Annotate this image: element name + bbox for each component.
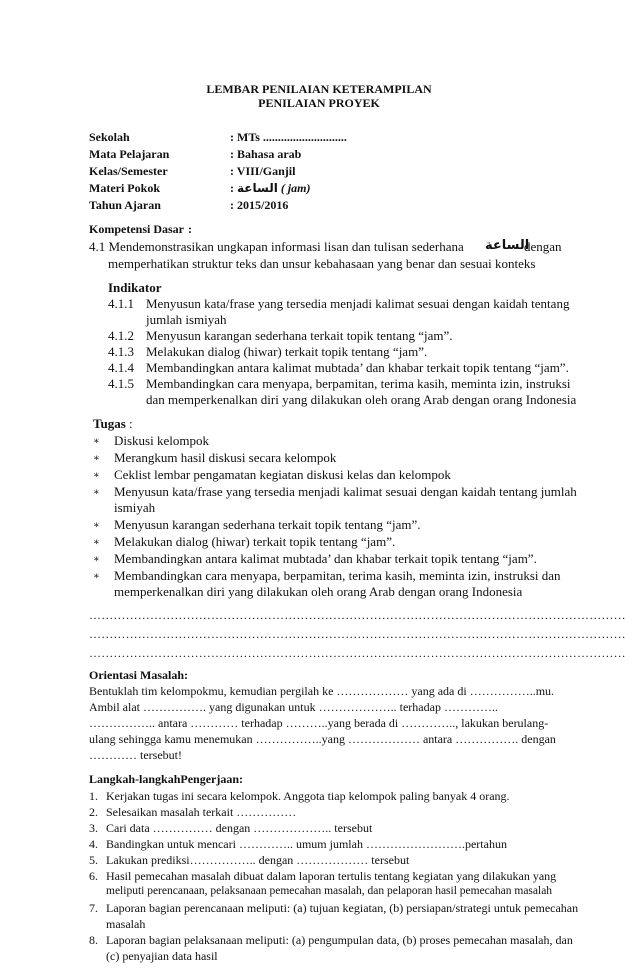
indikator-text: Melakukan dialog (hiwar) terkait topik tentang “jam”. [146, 344, 428, 359]
kd-line-1: 4.1 Mendemonstrasikan ungkapan informasi lisan dan tulisan sederhana [89, 239, 464, 254]
orientasi-line: Bentuklah tim kelompokmu, kemudian pergilah ke ……………… yang ada di ……………..mu. [89, 684, 555, 698]
langkah-number: 2. [89, 805, 98, 819]
langkah-number: 4. [89, 837, 98, 851]
langkah-number: 5. [89, 853, 98, 867]
tugas-heading [93, 416, 133, 432]
langkah-text: Laporan bagian pelaksanaan meliputi: (a) pengumpulan data, (b) proses pemecahan masalah, dan [106, 933, 573, 947]
langkah-text: Hasil pemecahan masalah dibuat dalam laporan tertulis tentang kegiatan yang dilakukan yang [106, 869, 557, 883]
kd-line-1-end: dengan [524, 239, 562, 254]
langkah-text: Laporan bagian perencanaan meliputi: (a) tujuan kegiatan, (b) persiapan/strategi untuk pemecahan [106, 901, 579, 915]
tugas-item-cont: memperkenalkan diri yang dilakukan oleh orang Arab dengan orang Indonesia [114, 584, 523, 599]
identity-value-topic [230, 181, 310, 196]
indikator-text: Membandingkan antara kalimat mubtada’ dan khabar terkait topik tentang “jam”. [146, 360, 569, 375]
langkah-heading: Langkah-langkahPengerjaan: [89, 772, 244, 786]
identity-label-topic: Materi Pokok [89, 181, 160, 195]
answer-line: …………………………………………………………………………………………………………………… [89, 646, 626, 660]
indikator-heading: Indikator [108, 280, 162, 295]
identity-value-year: : 2015/2016 [230, 198, 289, 212]
tugas-item: Melakukan dialog (hiwar) terkait topik tentang “jam”. [114, 534, 396, 549]
identity-label-class: Kelas/Semester [89, 164, 168, 178]
identity-topic-prefix: : [230, 181, 237, 195]
langkah-text: Kerjakan tugas ini secara kelompok. Anggota tiap kelompok paling banyak 4 orang. [106, 789, 510, 803]
langkah-number: 3. [89, 821, 98, 835]
tugas-item-cont: ismiyah [114, 500, 156, 515]
document-subtitle: PENILAIAN PROYEK [258, 96, 380, 110]
kd-line-2: memperhatikan struktur teks dan unsur kebahasaan yang benar dan sesuai konteks [108, 256, 536, 271]
bullet-icon: ∗ [93, 537, 100, 548]
bullet-icon: ∗ [93, 470, 100, 481]
answer-line: …………………………………………………………………………………………………………………… [89, 627, 626, 641]
langkah-number: 1. [89, 789, 98, 803]
identity-label-subject: Mata Pelajaran [89, 147, 170, 161]
langkah-text: Cari data …………… dengan ……………….. tersebut [106, 821, 373, 835]
tugas-item: Menyusun kata/frase yang tersedia menjadi kalimat sesuai dengan kaidah tentang jumlah [114, 484, 577, 499]
indikator-text-cont: jumlah ismiyah [146, 312, 227, 327]
langkah-number: 7. [89, 901, 98, 915]
indikator-text: Membandingkan cara menyapa, berpamitan, terima kasih, meminta izin, instruksi [146, 376, 571, 391]
tugas-item: Diskusi kelompok [114, 433, 209, 448]
indikator-text: Menyusun kata/frase yang tersedia menjadi kalimat sesuai dengan kaidah tentang [146, 296, 570, 311]
tugas-heading-label: Tugas [93, 416, 126, 431]
tugas-item: Membandingkan antara kalimat mubtada’ dan khabar terkait topik tentang “jam”. [114, 551, 537, 566]
orientasi-line: ………… tersebut! [89, 748, 182, 762]
indikator-text-cont: dan memperkenalkan diri yang dilakukan oleh orang Arab dengan orang Indonesia [146, 392, 577, 407]
bullet-icon: ∗ [93, 487, 100, 498]
tugas-item: Membandingkan cara menyapa, berpamitan, terima kasih, meminta izin, instruksi dan [114, 568, 561, 583]
langkah-text: Lakukan prediksi…………….. dengan ……………… tersebut [106, 853, 410, 867]
identity-topic-suffix: ( jam) [277, 181, 311, 195]
indikator-number: 4.1.2 [108, 328, 134, 343]
bullet-icon: ∗ [93, 571, 100, 582]
identity-label-school: Sekolah [89, 130, 130, 144]
langkah-text: Selesaikan masalah terkait …………… [106, 805, 297, 819]
document-title: LEMBAR PENILAIAN KETERAMPILAN [206, 82, 432, 96]
answer-line: …………………………………………………………………………………………………………………… [89, 608, 626, 622]
orientasi-line: Ambil alat ……………. yang digunakan untuk ……………….. terhadap ………….. [89, 700, 498, 714]
kd-colon: : [188, 222, 192, 236]
orientasi-line: ulang sehingga kamu menemukan ……………..yang ……………… antara ……………. dengan [89, 732, 556, 746]
bullet-icon: ∗ [93, 554, 100, 565]
identity-topic-arabic: الساعة [237, 181, 278, 195]
bullet-icon: ∗ [93, 520, 100, 531]
orientasi-heading: Orientasi Masalah: [89, 668, 188, 682]
identity-value-subject: : Bahasa arab [230, 147, 302, 161]
bullet-icon: ∗ [93, 453, 100, 464]
tugas-item: Ceklist lembar pengamatan kegiatan diskusi kelas dan kelompok [114, 467, 451, 482]
indikator-text: Menyusun karangan sederhana terkait topik tentang “jam”. [146, 328, 453, 343]
kd-arabic-word: الساعة [485, 238, 530, 253]
langkah-text-cont: masalah [106, 917, 146, 931]
langkah-number: 8. [89, 933, 98, 947]
orientasi-line: …………….. antara ………… terhadap ………..yang berada di ………….., lakukan berulang- [89, 716, 549, 730]
kd-heading: Kompetensi Dasar [89, 222, 184, 236]
identity-label-year: Tahun Ajaran [89, 198, 161, 212]
langkah-number: 6. [89, 869, 98, 883]
indikator-number: 4.1.3 [108, 344, 134, 359]
tugas-item: Merangkum hasil diskusi secara kelompok [114, 450, 337, 465]
indikator-number: 4.1.1 [108, 296, 134, 311]
indikator-number: 4.1.5 [108, 376, 134, 391]
bullet-icon: ∗ [93, 436, 100, 447]
identity-value-class: : VIII/Ganjil [230, 164, 296, 178]
identity-value-school: : MTs ............................ [230, 130, 347, 144]
indikator-number: 4.1.4 [108, 360, 134, 375]
tugas-heading-colon: : [125, 416, 133, 431]
langkah-text: Bandingkan untuk mencari ………….. umum jumlah …………………….pertahun [106, 837, 507, 851]
langkah-text-cont: meliputi perencanaan, pelaksanaan pemecahan masalah, dan pelaporan hasil pemecahan masalah [106, 885, 553, 897]
langkah-text-cont: (c) penyajian data hasil [106, 949, 218, 963]
tugas-item: Menyusun karangan sederhana terkait topik tentang “jam”. [114, 517, 421, 532]
